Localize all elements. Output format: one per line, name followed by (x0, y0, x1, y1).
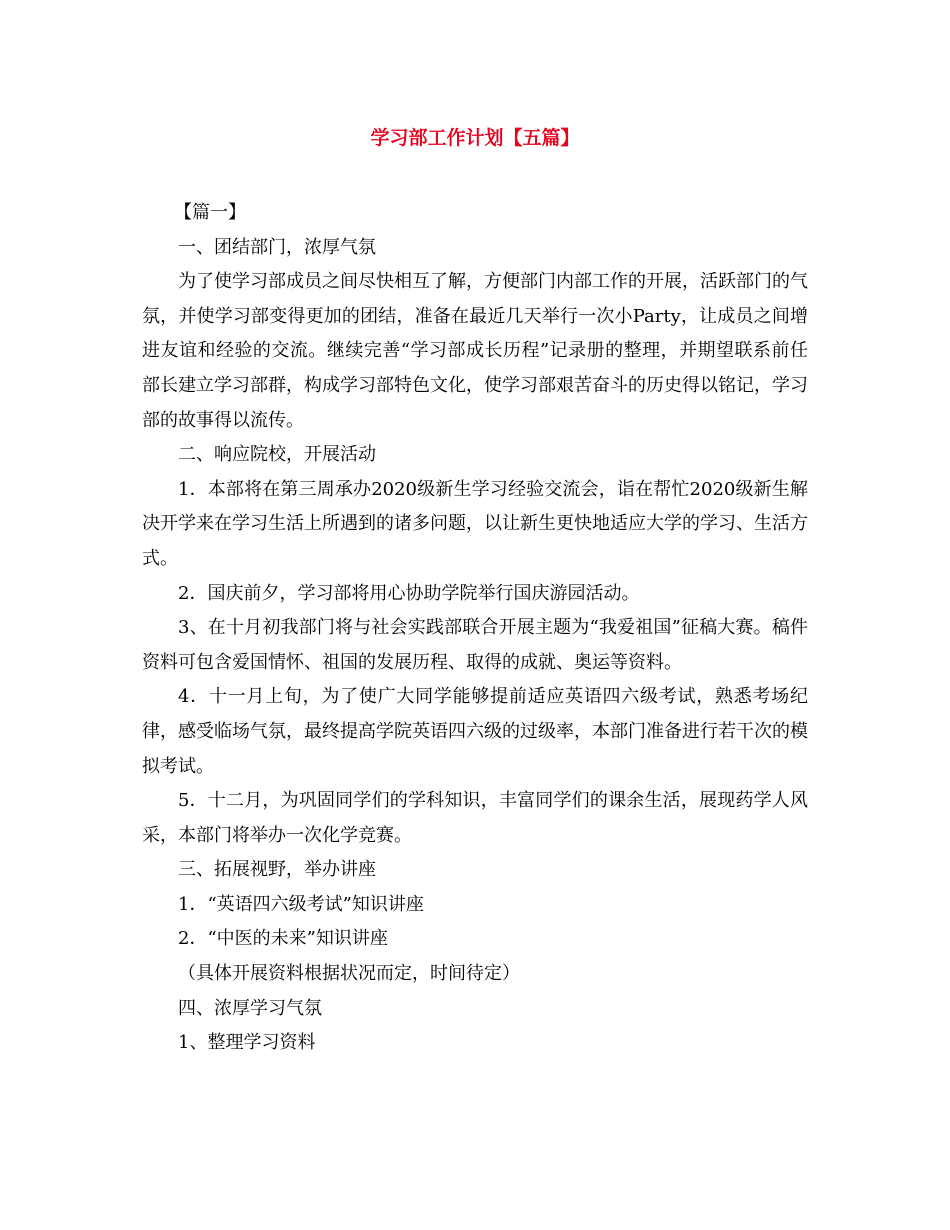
document-body (142, 196, 808, 1061)
list-item-activity-1: 1．本部将在第三周承办2020级新生学习经验交流会，诣在帮忙2020级新生解决开学来在学习生活上所遇到的诸多问题，以让新生更快地适应大学的学习、生活方式。 (142, 478, 808, 569)
heading-unite-department: 一、团结部门，浓厚气氛 (178, 236, 376, 258)
paragraph-unite-department: 为了使学习部成员之间尽快相互了解，方便部门内部工作的开展，活跃部门的气氛，并使学习部变得更加的团结，准备在最近几天举行一次小Party，让成员之间增进友谊和经验的交流。继续完善“学习部成长历程”记录册的整理，并期望联系前任部长建立学习部群，构成学习部特色文化，使学习部艰苦奋斗的历史得以铭记，学习部的故事得以流传。 (142, 271, 808, 431)
list-item-activity-3: 3、在十月初我部门将与社会实践部联合开展主题为“我爱祖国”征稿大赛。稿件资料可包含爱国情怀、祖国的发展历程、取得的成就、奥运等资料。 (142, 617, 808, 673)
list-item-study-1: 1、整理学习资料 (178, 1032, 316, 1054)
list-item-activity-4: 4．十一月上旬，为了使广大同学能够提前适应英语四六级考试，熟悉考场纪律，感受临场气氛，最终提高学院英语四六级的过级率，本部门准备进行若干次的模拟考试。 (142, 686, 808, 777)
list-item-lecture-2: 2．“中医的未来”知识讲座 (178, 928, 388, 950)
heading-respond-activities: 二、响应院校，开展活动 (178, 444, 376, 466)
note-lectures: （具体开展资料根据状况而定，时间待定） (178, 963, 520, 985)
heading-study-atmosphere: 四、浓厚学习气氛 (178, 997, 322, 1019)
document-title: 学习部工作计划【五篇】 (370, 127, 580, 149)
list-item-activity-5: 5．十二月，为巩固同学们的学科知识，丰富同学们的课余生活，展现药学人风采，本部门将举办一次化学竞赛。 (142, 790, 808, 846)
section-heading-part-one: 【篇一】 (174, 202, 246, 223)
list-item-activity-2: 2．国庆前夕，学习部将用心协助学院举行国庆游园活动。 (178, 582, 640, 604)
heading-lectures: 三、拓展视野，举办讲座 (178, 859, 376, 881)
list-item-lecture-1: 1．“英语四六级考试”知识讲座 (178, 893, 424, 915)
